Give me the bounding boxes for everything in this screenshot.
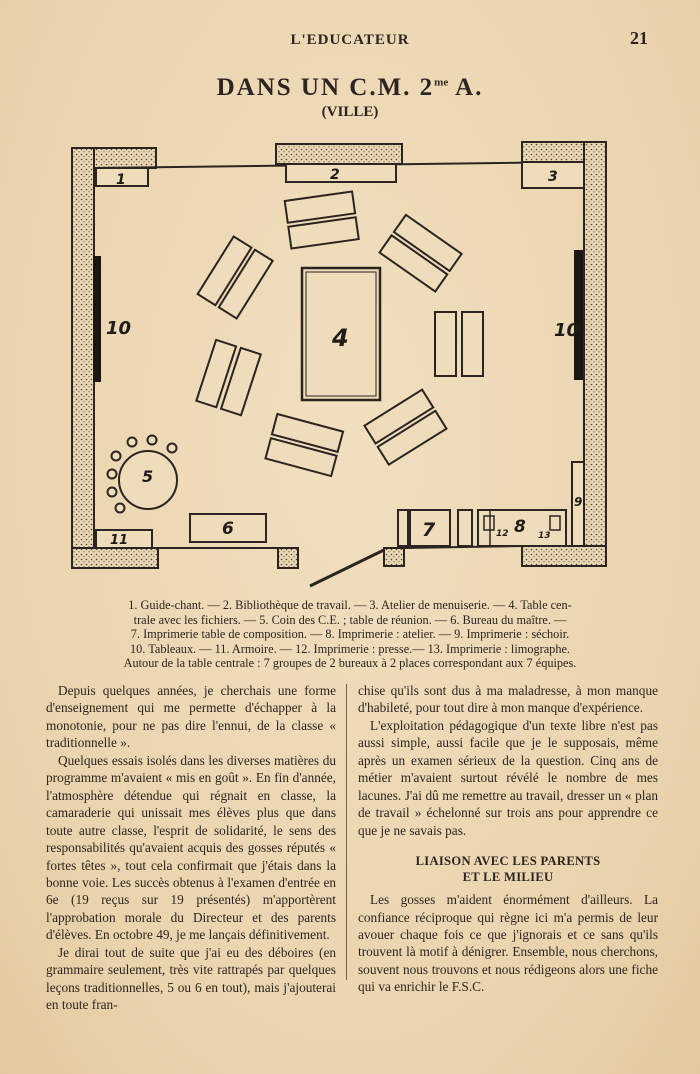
plan-label-4: 4 — [332, 324, 349, 352]
column-divider — [346, 684, 347, 980]
text-column-left — [46, 682, 336, 1014]
article-title-end: A. — [448, 74, 484, 101]
plan-label-7: 7 — [422, 519, 436, 541]
running-title: L'EDUCATEUR — [290, 32, 410, 48]
page-number: 21 — [630, 28, 648, 48]
plan-label-10-right: 10 — [554, 320, 580, 341]
legend-line: Autour de la table centrale : 7 groupes de 2 bureaux à 2 places correspondant aux 7 équipes. — [123, 656, 577, 671]
plan-label-9: 9 — [574, 495, 583, 509]
section-heading-line: LIAISON AVEC LES PARENTS — [415, 854, 601, 869]
plan-label-8: 8 — [514, 517, 526, 537]
door — [310, 550, 384, 586]
blackboard-left — [93, 256, 101, 382]
section-heading-line: ET LE MILIEU — [462, 870, 554, 885]
legend-line: 7. Imprimerie table de composition. — 8. Imprimerie : atelier. — 9. Imprimerie : séchoir. — [130, 627, 570, 642]
article-title-sup: me — [434, 76, 449, 89]
text-column-right — [358, 682, 658, 996]
classroom-floor-plan — [60, 138, 620, 590]
legend-line: 10. Tableaux. — 11. Armoire. — 12. Imprimerie : presse.— 13. Imprimerie : limographe. — [129, 641, 570, 656]
body-paragraph: Les gosses m'aident énormément d'ailleurs. La confiance réciproque qui règne ici m'a permis de leur avouer chaque fois ce que j'ignorais et ce sans qu'ils trouvent là motif à dénigrer. Ensemble, nous cherchons, souvent nous trouvons et nous rédigeons alors une fiche qui va enrichir le F.S.C. — [358, 892, 658, 995]
body-paragraph: L'exploitation pédagogique d'un texte libre n'est pas aussi simple, aussi facile que je le supposais, même après un examen sérieux de la question. Cinq ans de métier m'avaient surtout révélé le nombre de mes lacunes. J'ai dû me remettre au travail, dresser un « plan de travail » échelonné sur trois ans pour apprendre ce que je ne savais pas. — [358, 717, 658, 838]
plan-legend — [40, 598, 660, 671]
plan-label-3: 3 — [548, 169, 558, 185]
article-title — [0, 74, 700, 102]
article-title-main: DANS UN C.M. 2 — [216, 74, 435, 101]
plan-label-11: 11 — [110, 533, 129, 548]
legend-line: trale avec les fichiers. — 5. Coin des C.E. ; table de réunion. — 6. Bureau du maître. — — [133, 612, 567, 627]
body-paragraph: Depuis quelques années, je cherchais une forme d'enseignement qui me permette d'échapper à la monotonie, pour ne pas dire l'ennui, de la classe « traditionnelle ». — [46, 683, 336, 751]
body-paragraph: chise qu'ils sont dus à ma maladresse, à mon manque d'habileté, pour tout dire à mon manque d'expérience. — [358, 683, 658, 716]
plan-label-13: 13 — [538, 531, 551, 541]
plan-label-6: 6 — [222, 519, 234, 539]
plan-label-1: 1 — [116, 172, 126, 188]
body-paragraph: Quelques essais isolés dans les diverses matières du programme m'avaient « mis en goût ». En fin d'année, l'atmosphère détendue qui régnait en classe, la camaraderie qui unissait mes élèves plus que dans toute autre classe, l'esprit de solidarité, le sens des responsabilités qu'avaient acquis des gosses réputés « fortes têtes », tout cela confirmait que j'étais dans la bonne voie. Les succès obtenus à l'examen d'entrée en 6e (19 reçus sur 19 présentés) m'apportèrent l'approbation morale du Directeur et des parents d'élèves. En octobre 49, je me lançais définitivement. — [46, 752, 336, 943]
section-heading — [358, 853, 658, 885]
legend-line: 1. Guide-chant. — 2. Bibliothèque de travail. — 3. Atelier de menuiserie. — 4. Table cen- — [128, 598, 572, 612]
article-subtitle: (VILLE) — [321, 104, 379, 120]
plan-label-5: 5 — [142, 467, 154, 486]
body-paragraph: Je dirai tout de suite que j'ai eu des déboires (en grammaire seulement, très vite rattrapés par quelques leçons traditionnelles, 5 ou 6 en tout), mais j'ajouterai en toute fran- — [46, 944, 336, 1013]
blackboard-right — [574, 250, 583, 380]
plan-label-2: 2 — [330, 167, 340, 183]
plan-label-10-left: 10 — [106, 318, 132, 339]
plan-label-12: 12 — [496, 529, 509, 539]
